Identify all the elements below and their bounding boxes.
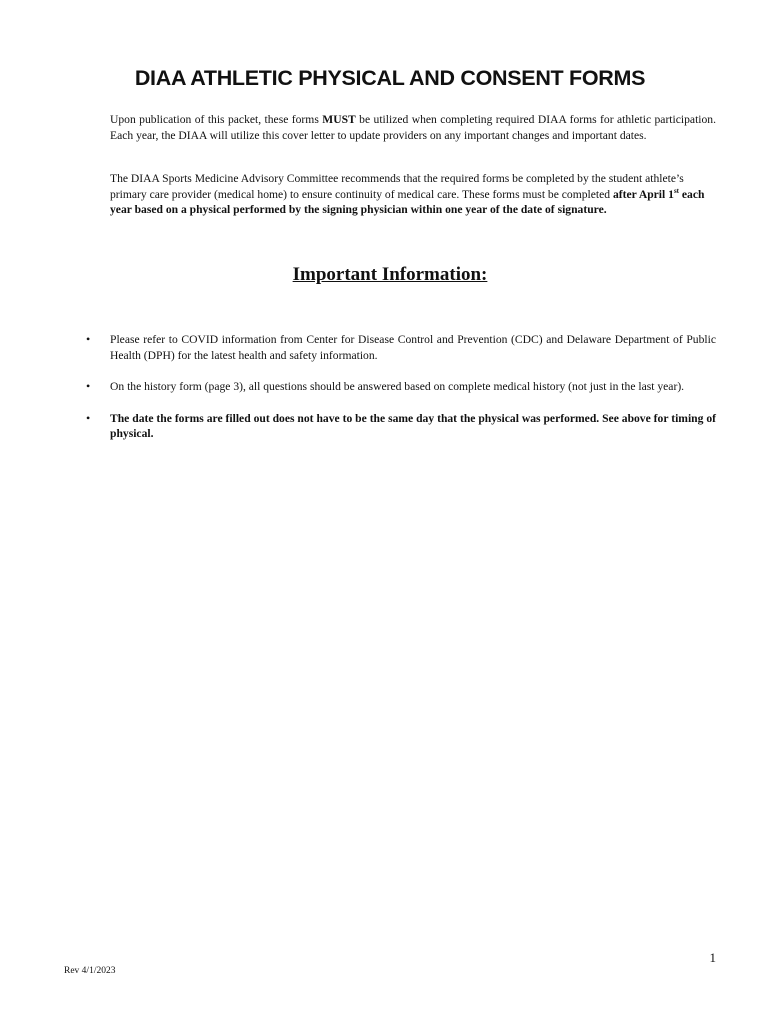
document-title: DIAA ATHLETIC PHYSICAL AND CONSENT FORMS <box>134 66 646 90</box>
bullet-icon: • <box>86 332 91 346</box>
intro-text-after: be utilized when completing required DIAA forms for athletic participation. Each year, the DIAA will utilize this cover letter to update providers on any important changes and important dates. <box>110 113 716 142</box>
list-item-covid <box>0 332 770 363</box>
list-item-text: The date the forms are filled out does not have to be the same day that the physical was performed. See above for timing of physical. <box>110 411 716 440</box>
bullet-icon: • <box>86 379 91 393</box>
revision-date: Rev 4/1/2023 <box>64 966 116 976</box>
bullet-icon: • <box>86 410 91 425</box>
deadline-bold-end: each year based on a physical performed by the signing physician within one year of the date of signature. <box>110 187 705 216</box>
list-item-history-form <box>0 379 770 395</box>
intro-paragraph-recommendation <box>110 171 716 218</box>
intro-text-before: Upon publication of this packet, these forms <box>110 113 323 126</box>
deadline-bold-start: after April 1 <box>612 187 674 201</box>
deadline-ordinal-suffix: st <box>673 186 679 195</box>
list-item-text: On the history form (page 3), all questions should be answered based on complete medical history (not just in the last year). <box>110 380 685 393</box>
list-item-form-date <box>0 411 770 442</box>
important-information-heading: Important Information: <box>292 264 488 285</box>
intro-paragraph-publication <box>110 112 716 143</box>
list-item-text: Please refer to COVID information from Center for Disease Control and Prevention (CDC) and Delaware Department of Public Health (DPH) for the latest health and safety information. <box>110 333 716 362</box>
important-information-list <box>0 332 770 458</box>
page-number: 1 <box>709 950 716 965</box>
recommendation-text: The DIAA Sports Medicine Advisory Committee recommends that the required forms be completed by the student athlete’s primary care provider (medical home) to ensure continuity of medical care. These forms must be completed <box>110 172 684 201</box>
intro-emphasis-must: MUST <box>322 113 356 126</box>
